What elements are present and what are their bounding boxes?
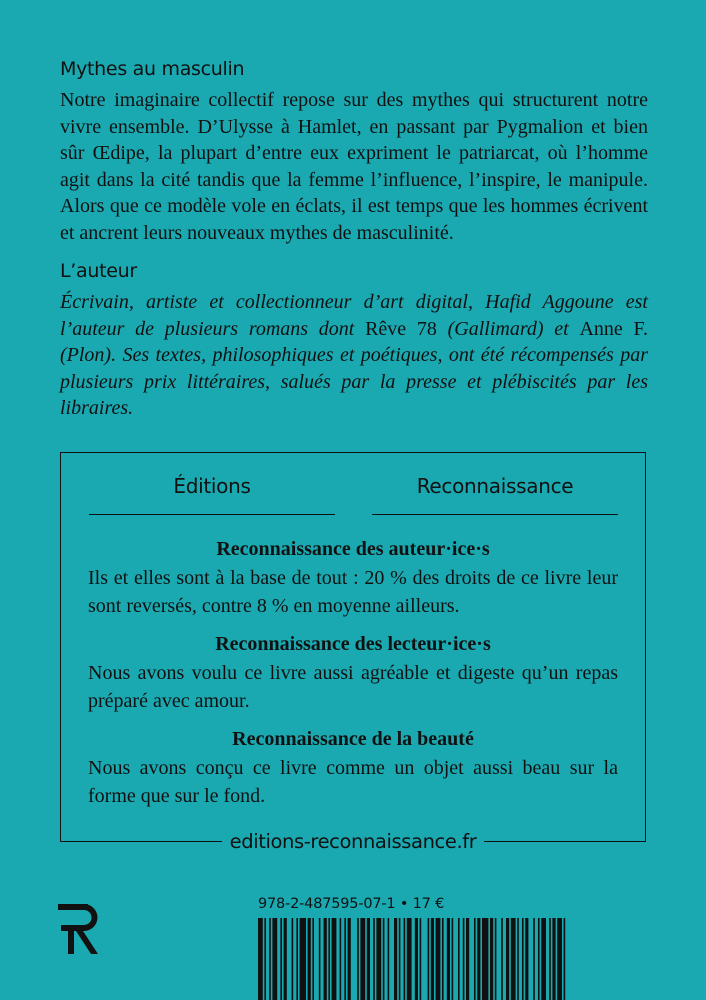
author-text-1: Écrivain, artiste et collectionneur d’art digital, Hafid Aggoune est l’auteur de plusieurs romans dont: [60, 291, 648, 340]
publisher-name-left: Éditions: [173, 474, 251, 498]
myths-paragraph: Notre imaginaire collectif repose sur des mythes qui structurent notre vivre ensemble. D’Ulysse à Hamlet, en passant par Pygmalion et bien sûr Œdipe, la plupart d’entre eux expriment le patriarcat, où l’homme agit dans la cité tandis que la femme l’influence, l’inspire, le manipule. Alors que ce modèle vole en éclats, il est temps que les hommes écrivent et ancrent leurs nouveaux mythes de masculinité.: [60, 89, 648, 244]
author-text-3: (Plon). Ses textes, philosophiques et poétiques, ont été récompensés par plusieurs prix littéraires, salués par la presse et plébiscités par les libraires.: [60, 344, 648, 419]
subsection-title-beauty: Reconnaissance de la beauté: [232, 728, 474, 750]
barcode-icon: [258, 918, 644, 1000]
isbn-price: 978-2-487595-07-1 • 17 €: [258, 896, 445, 912]
subsection-title-readers: Reconnaissance des lecteur·ice·s: [215, 633, 491, 655]
subsection-text-beauty: Nous avons conçu ce livre comme un objet aussi beau sur la forme que sur le fond.: [88, 757, 618, 807]
author-text-2: (Gallimard) et: [436, 317, 580, 340]
subsection-title-authors: Reconnaissance des auteur·ice·s: [216, 538, 490, 560]
divider-left: [89, 514, 335, 515]
divider-right: [372, 514, 618, 515]
section-heading-author: L’auteur: [60, 260, 137, 282]
publisher-name-right: Reconnaissance: [416, 474, 574, 498]
book-title-anne-f: Anne F.: [579, 317, 649, 340]
er-logo-icon: [58, 904, 102, 954]
website-row: [60, 826, 646, 858]
website-link[interactable]: editions-reconnaissance.fr: [222, 826, 485, 858]
book-title-reve78: Rêve 78: [365, 317, 437, 340]
subsection-text-readers: Nous avons voulu ce livre aussi agréable et digeste qu’un repas préparé avec amour.: [88, 662, 618, 712]
section-heading-myths: Mythes au masculin: [60, 58, 245, 80]
subsection-text-authors: Ils et elles sont à la base de tout : 20 % des droits de ce livre leur sont reversés, contre 8 % en moyenne ailleurs.: [88, 567, 618, 617]
author-paragraph: [60, 289, 648, 422]
